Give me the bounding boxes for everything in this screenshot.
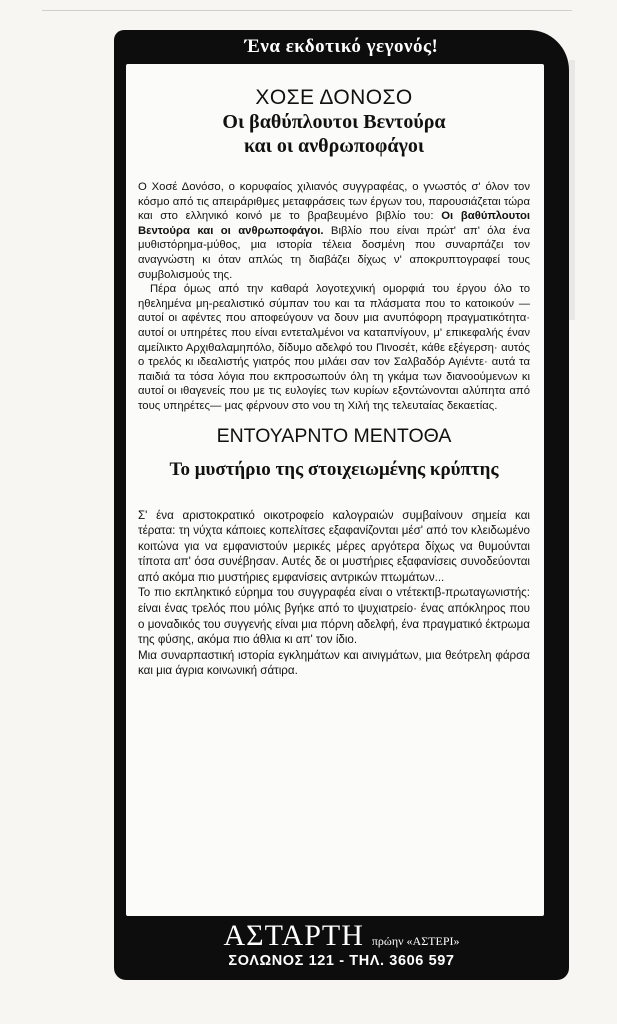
book1-paragraph-1 xyxy=(138,180,530,282)
publisher-former-name: πρώην «ΑΣΤΕΡΙ» xyxy=(371,934,460,948)
book-advertisement xyxy=(114,30,569,980)
book1-p1-text: Ο Χοσέ Δονόσο, ο κορυφαίος χιλιανός συγγραφέας, ο γνωστός σ' όλον τον κόσμο από τις απειράριθμες μεταφράσεις των έργων του, παρουσιάζεται τώρα και στο ελληνικό κοινό με το βραβευμένο βιβλίο του: xyxy=(138,181,530,223)
book2-paragraph-3: Μια συναρπαστική ιστορία εγκλημάτων και αινιγμάτων, μια θεότρελη φάρσα και μια άγρια κοινωνική σάτιρα. xyxy=(138,648,530,678)
book1-p1-text-cont: Βιβλίο που είναι πρώτ' απ' όλα ένα μυθιστόρημα-μύθος, μια ιστορία τέλεια δοσμένη που συναρπάζει τον αναγνώστη κι όταν απλώς τη διαβάζει δίχως ν' αποκρυπτογραφεί τους συμβολισμούς της. xyxy=(138,224,530,281)
ad-text-panel xyxy=(126,64,544,916)
book1-p1-bold-title: Οι βαθύπλουτοι Βεντούρα και οι ανθρωποφάγοι. xyxy=(138,210,531,237)
book2-author: ΕΝΤΟΥΑΡΝΤΟ ΜΕΝΤΟΘΑ xyxy=(216,424,452,447)
book2-paragraph-2: Το πιο εκπληκτικό εύρημα του συγγραφέα είναι ο ντέτεκτιβ-πρωταγωνιστής: είναι ένας τρελός που μόλις βγήκε από το ψυχιατρείο· ένας απόκληρος που ο μοναδικός του συγγενής είναι μια πόρνη αδελφή, ένα πραγματικό έκτρωμα της φύσης, ακόμα πιο άθλια κι απ' τον ίδιο. xyxy=(138,586,530,647)
page-top-rule xyxy=(42,10,572,11)
publisher-brand-row xyxy=(114,920,569,952)
book1-title-line1: Οι βαθύπλουτοι Βεντούρα xyxy=(222,111,446,133)
book2-paragraph-1: Σ' ένα αριστοκρατικό οικοτροφείο καλογραιών συμβαίνουν σημεία και τέρατα: τη νύχτα κάποιες κοπελίτσες εξαφανίζονται μέσ' από τον κλειδωμένο κοιτώνα για να εμφανιστούν μερικές μέρες αργότερα δίχως να θυμούνται τίποτα απ' όσα συνέβησαν. Αυτές δε οι μυστήριες εξαφανίσεις συνοδεύονται από ακόμα πιο μυστήριες εμφανίσεις αντρικών πτωμάτων... xyxy=(138,508,530,584)
banner-headline: Ένα εκδοτικό γεγονός! xyxy=(244,36,439,57)
book1-author: ΧΟΣΕ ΔΟΝΟΣΟ xyxy=(255,86,413,109)
book2-title: Το μυστήριο της στοιχειωμένης κρύπτης xyxy=(169,458,499,480)
publisher-name: ΑΣΤΑΡΤΗ xyxy=(223,919,364,952)
book1-title-line2: και οι ανθρωποφάγοι xyxy=(243,135,425,157)
book1-paragraph-2: Πέρα όμως από την καθαρά λογοτεχνική ομορφιά του έργου όλο το ηθελημένα μη-ρεαλιστικό σύμπαν του και τα πλάσματα που το κατοικούν —αυτοί οι αφέντες που αποφεύγουν να δουν μια ανυπόφορη πραγματικότητα· αυτοί οι υπηρέτες που είναι εντεταλμένοι να καταπνίγουν, μ' επικεφαλής έναν αμείλικτο Αρχιθαλαμηπόλο, δίδυμο αδελφό του Πινοσέτ, κάθε εξέγερση· αυτός ο τρελός κι ιδεαλιστής γιατρός που μιλάει σαν τον Σαλβαδόρ Αγιέντε· αυτά τα παιδιά τα τόσα λόγια που εκπροσωπούν όλη τη γκάμα των διανοούμενων κι αυτοί οι ιθαγενείς που με τις ευλογίες των κυρίων εξοντώνονται αλύπητα από τους υπηρέτες— μας φέρνουν στο νου τη Χιλή της τελευταίας δεκαετίας. xyxy=(138,283,530,412)
scan-edge-shadow xyxy=(569,60,575,320)
publisher-address: ΣΟΛΩΝΟΣ 121 - ΤΗΛ. 3606 597 xyxy=(228,953,455,969)
publisher-footer xyxy=(114,916,569,980)
